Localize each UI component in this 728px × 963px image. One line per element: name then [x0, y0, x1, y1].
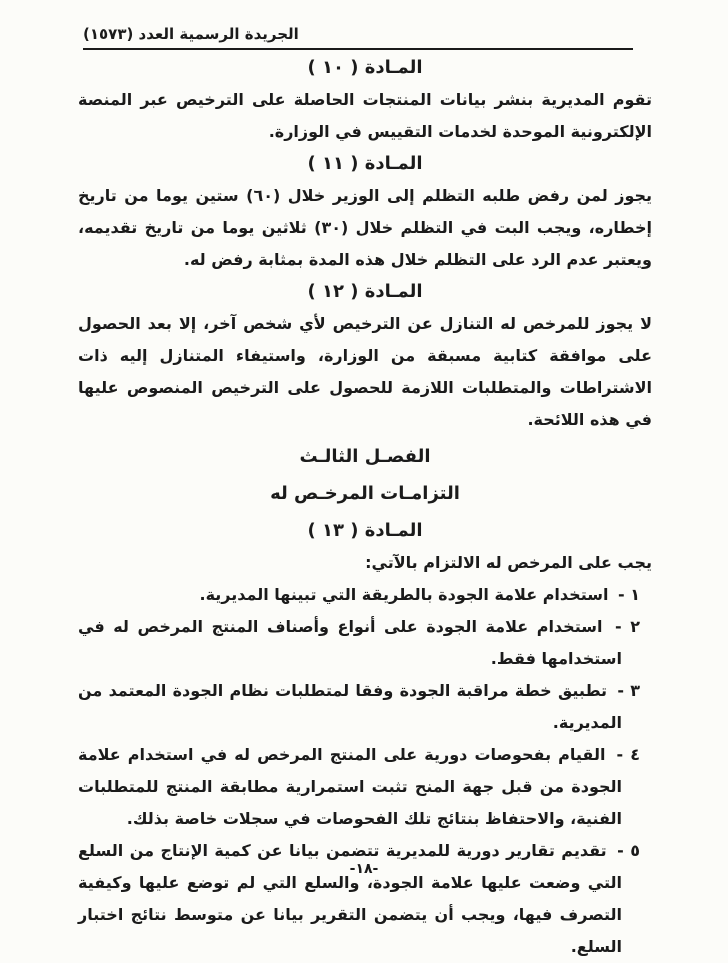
gazette-issue-title: الجريدة الرسمية العدد (١٥٧٣): [83, 25, 299, 43]
page-number: -١٨-: [349, 861, 379, 877]
item-5-text: تقديم تقارير دورية للمديرية تتضمن بيانا عن كمية الإنتاج من السلع التي وضعت عليها علامة الجودة، والسلع التي لم توضع عليها وكيفية التصرف فيها، ويجب أن يتضمن التقرير بيانا عن متوسط نتائج اختبار السلع.: [78, 841, 622, 956]
item-1-text: استخدام علامة الجودة بالطريقة التي تبينها المديرية.: [199, 585, 609, 604]
header-divider: [83, 24, 633, 50]
obligation-item-3: [78, 675, 640, 739]
page-header: [0, 0, 728, 50]
chapter-three-subtitle: التزامـات المرخـص له: [270, 483, 460, 504]
item-2-text: استخدام علامة الجودة على أنواع وأصناف المنتج المرخص له في استخدامها فقط.: [78, 617, 622, 668]
page-footer: [0, 858, 728, 877]
article-13-intro: يجب على المرخص له الالتزام بالآتي:: [365, 553, 652, 572]
article-11-text: يجوز لمن رفض طلبه التظلم إلى الوزير خلال (٦٠) ستين يوما من تاريخ إخطاره، ويجب البت في التظلم خلال (٣٠) ثلاثين يوما من تاريخ تقديمه، ويعتبر عدم الرد على التظلم خلال هذه المدة بمثابة رفض له.: [78, 186, 653, 269]
article-10-text: تقوم المديرية بنشر بيانات المنتجات الحاصلة على الترخيص عبر المنصة الإلكترونية الموحدة لخدمات التقييس في الوزارة.: [78, 90, 652, 141]
item-3-number: ٣ -: [617, 681, 640, 700]
article-12-heading: المـادة ( ١٢ ): [307, 281, 423, 302]
item-4-number: ٤ -: [616, 745, 640, 764]
article-11-heading: المـادة ( ١١ ): [307, 153, 423, 174]
obligation-item-5: [78, 835, 640, 963]
article-10-heading: المـادة ( ١٠ ): [307, 57, 423, 78]
article-12-text: لا يجوز للمرخص له التنازل عن الترخيص لأي شخص آخر، إلا بعد الحصول على موافقة كتابية مسبقة من الوزارة، واستيفاء المتنازل إليه ذات الاشتراطات والمتطلبات اللازمة للحصول على الترخيص المنصوص عليها في هذه اللائحة.: [78, 314, 652, 429]
obligation-item-1: [78, 579, 640, 611]
article-13-heading: المـادة ( ١٣ ): [307, 520, 423, 541]
item-1-number: ١ -: [618, 585, 640, 604]
document-body: [0, 50, 728, 963]
item-4-text: القيام بفحوصات دورية على المنتج المرخص له في استخدام علامة الجودة من قبل جهة المنح تثبت استمرارية مطابقة المنتج للمتطلبات الفنية، والاحتفاظ بنتائج تلك الفحوصات في سجلات خاصة بذلك.: [78, 745, 622, 828]
obligation-item-2: [78, 611, 640, 675]
obligation-item-4: [78, 739, 640, 835]
chapter-three-title: الفصـل الثالـث: [299, 446, 431, 467]
item-5-number: ٥ -: [617, 841, 640, 860]
item-3-text: تطبيق خطة مراقبة الجودة وفقا لمتطلبات نظام الجودة المعتمد من المديرية.: [78, 681, 622, 732]
item-2-number: ٢ -: [615, 617, 640, 636]
